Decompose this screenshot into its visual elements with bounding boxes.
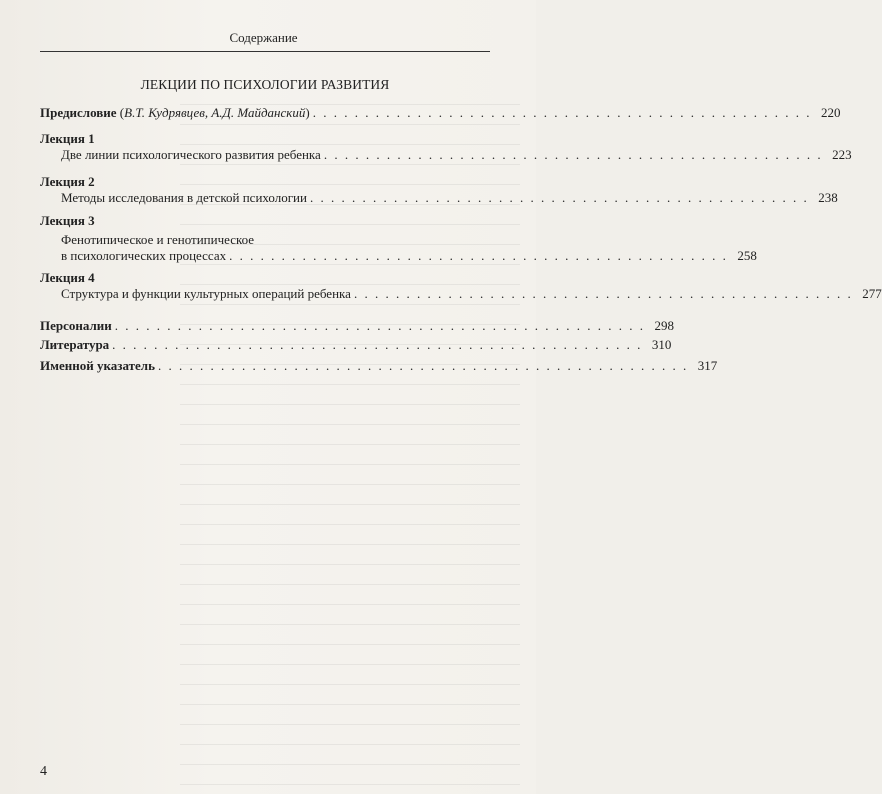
toc-page-number: 223 xyxy=(832,147,852,162)
toc-page-number: 317 xyxy=(697,358,718,373)
leader-dots: . . . . . . . . . . . . . . . . . . . . . . . . . . . . . . . . . . . . . . . . . . . . . . . . xyxy=(323,147,823,162)
leader-dots: . . . . . . . . . . . . . . . . . . . . . . . . . . . . . . . . . . . . . . . . . . . . . . . . xyxy=(312,105,812,120)
toc-lecture-title-line: Фенотипическое и генотипическое xyxy=(61,232,255,247)
page-number: 4 xyxy=(40,764,47,779)
toc-lecture-title: в психологических процессах xyxy=(61,248,227,263)
toc-page-number: 238 xyxy=(818,190,838,205)
toc-entry-lecture-3[interactable] xyxy=(40,213,757,264)
toc-entry-label: Литература xyxy=(40,337,110,352)
toc-lecture-label: Лекция 4 xyxy=(40,270,95,285)
toc-lecture-title: Методы исследования в детской психологии xyxy=(61,190,307,205)
header-rule xyxy=(40,51,490,52)
toc-entry-lecture-1[interactable] xyxy=(40,131,852,163)
toc-page-number: 310 xyxy=(651,337,672,352)
toc-lecture-label: Лекция 2 xyxy=(40,174,95,189)
toc-page-number: 298 xyxy=(654,318,675,333)
toc-entry-persons[interactable] xyxy=(40,318,675,334)
toc-entry-lecture-2[interactable] xyxy=(40,174,838,206)
leader-dots: . . . . . . . . . . . . . . . . . . . . . . . . . . . . . . . . . . . . . . . . . . . . . . . . . . . xyxy=(157,358,689,373)
toc-entry-preface[interactable]: Предисловие (В.Т. Кудрявцев, А.Д. Майданский) . . . . . . . . . . . . . . . . . . . . . . . . . . . . . . . . . . . . . . . . . . . . . . . . 220 xyxy=(40,105,841,120)
toc-entry-label: Именной указатель xyxy=(40,358,155,373)
toc-entry-name-index[interactable] xyxy=(40,358,718,374)
running-header: Содержание xyxy=(229,30,298,45)
toc-page-number: 220 xyxy=(820,105,841,120)
toc-lecture-title: Структура и функции культурных операций ребенка xyxy=(61,286,351,301)
toc-entry-literature[interactable] xyxy=(40,337,672,353)
toc-entry-label: Предисловие xyxy=(40,105,117,120)
leader-dots: . . . . . . . . . . . . . . . . . . . . . . . . . . . . . . . . . . . . . . . . . . . . . . . . xyxy=(229,248,728,263)
leader-dots: . . . . . . . . . . . . . . . . . . . . . . . . . . . . . . . . . . . . . . . . . . . . . . . . xyxy=(353,286,853,301)
section-title: ЛЕКЦИИ ПО ПСИХОЛОГИИ РАЗВИТИЯ xyxy=(140,77,390,92)
toc-lecture-title: Две линии психологического развития ребенка xyxy=(61,147,321,162)
toc-entry-label: Персоналии xyxy=(40,318,112,333)
toc-lecture-label: Лекция 3 xyxy=(40,213,95,228)
leader-dots: . . . . . . . . . . . . . . . . . . . . . . . . . . . . . . . . . . . . . . . . . . . . . . . . . . . xyxy=(112,337,643,352)
leader-dots: . . . . . . . . . . . . . . . . . . . . . . . . . . . . . . . . . . . . . . . . . . . . . . . . xyxy=(309,190,809,205)
leader-dots: . . . . . . . . . . . . . . . . . . . . . . . . . . . . . . . . . . . . . . . . . . . . . . . . . . . xyxy=(114,318,646,333)
toc-entry-lecture-4[interactable] xyxy=(40,270,882,302)
toc-entry-authors: В.Т. Кудрявцев, А.Д. Майданский xyxy=(124,105,306,120)
toc-page-number: 277 xyxy=(862,286,882,301)
toc-lecture-label: Лекция 1 xyxy=(40,131,95,146)
toc-page-number: 258 xyxy=(737,248,757,263)
